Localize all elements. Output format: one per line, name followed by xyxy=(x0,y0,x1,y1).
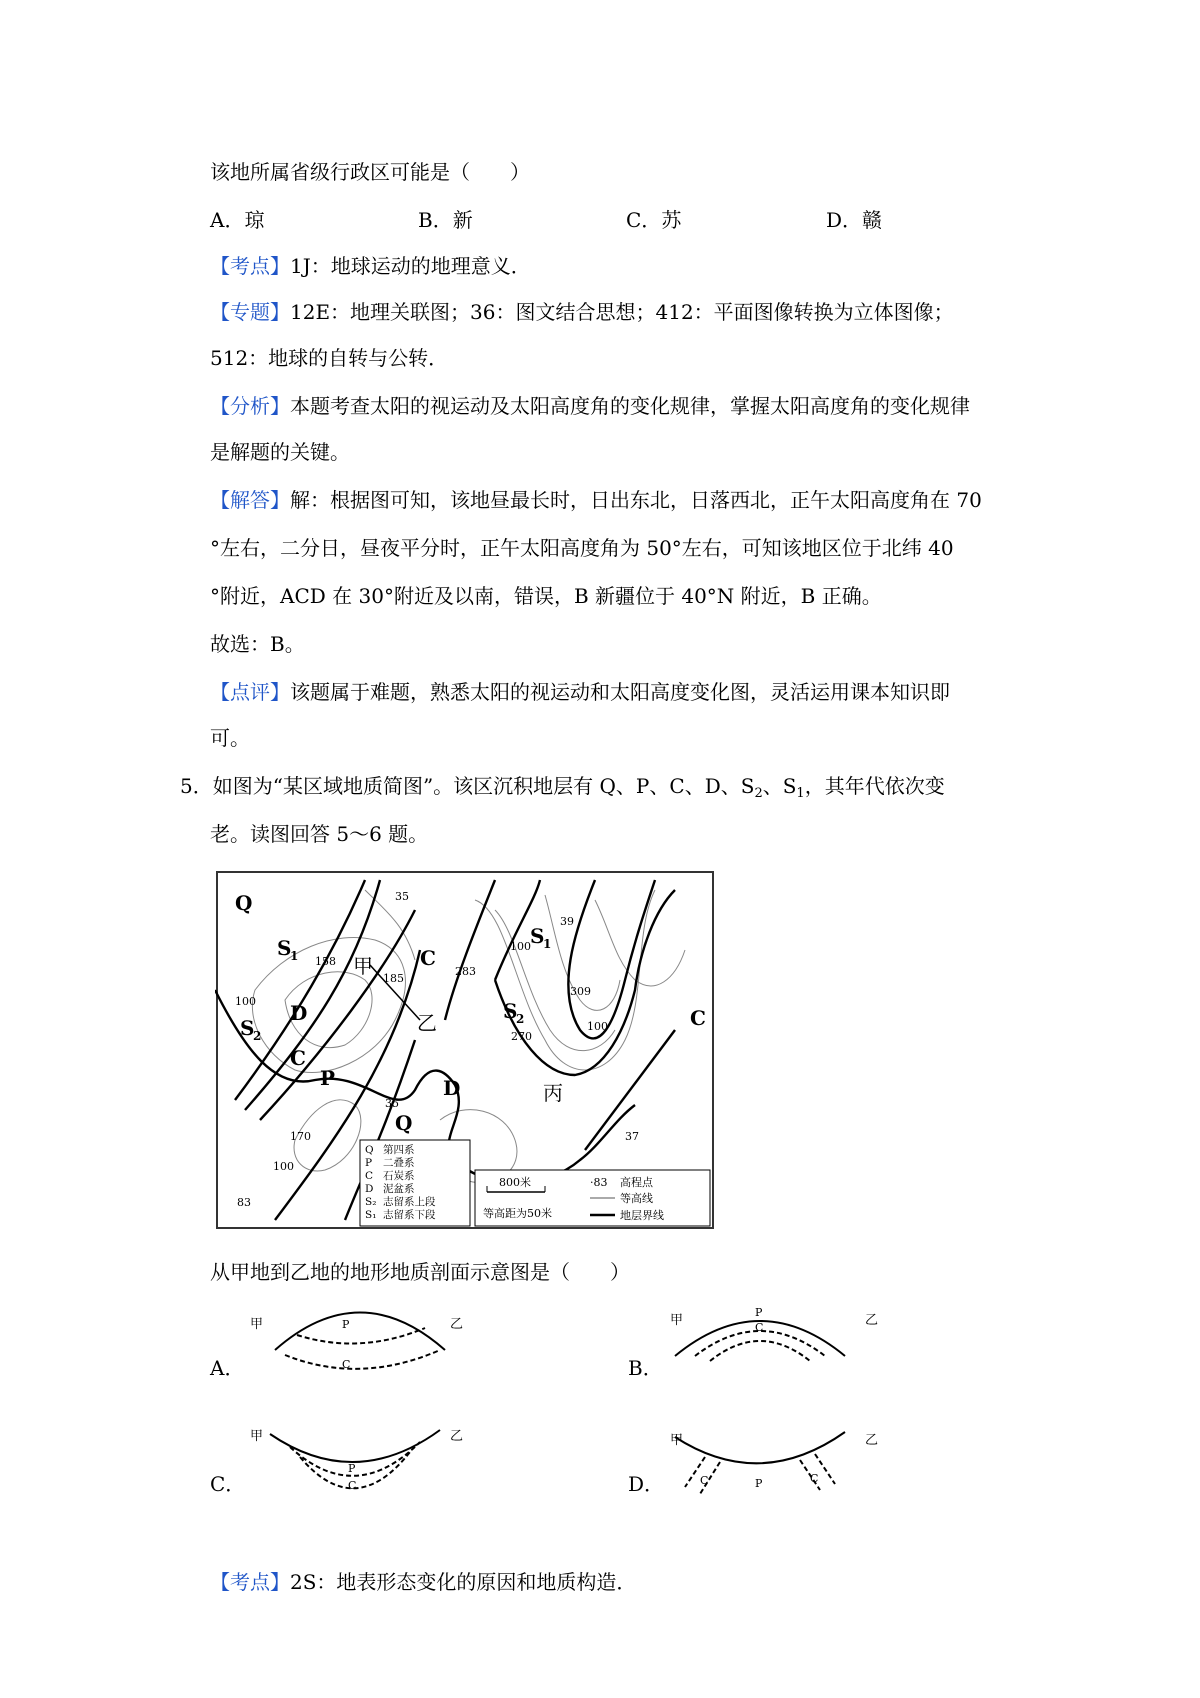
stem-part: ，其年代依次变 xyxy=(804,774,945,798)
map-label-c3: C xyxy=(690,1006,706,1030)
elevation: 39 xyxy=(560,915,574,928)
legend-item: 泥盆系 xyxy=(383,1183,415,1195)
profile-label: P xyxy=(342,1318,350,1331)
profile-label: 甲 xyxy=(250,1317,264,1332)
geological-map xyxy=(215,870,715,1230)
legend-item: 志留系上段 xyxy=(383,1196,436,1208)
map-label-s2: S xyxy=(240,1016,255,1040)
question-5-line-1 xyxy=(180,772,945,808)
map-label-s2b: S xyxy=(503,999,518,1023)
kaodian-line-q5 xyxy=(210,1568,636,1596)
elevation: 158 xyxy=(315,955,336,968)
dianping-text: 该题属于难题，熟悉太阳的视运动和太阳高度变化图，灵活运用课本知识即 xyxy=(290,680,950,704)
elevation: 283 xyxy=(455,965,476,978)
stem-part: 如图为“某区域地质简图”。该区沉积地层有 Q、P、C、D、S xyxy=(212,774,755,798)
profile-label: 乙 xyxy=(450,1317,464,1332)
zhuanti-text: 12E：地理关联图；36：图文结合思想；412：平面图像转换为立体图像； xyxy=(290,300,954,324)
elevation: 35 xyxy=(385,1097,399,1110)
choice-b-letter: B． xyxy=(628,1356,663,1380)
option-text: 赣 xyxy=(862,208,883,232)
map-label-yi: 乙 xyxy=(417,1011,437,1035)
option-text: 新 xyxy=(452,208,473,232)
legend-item: 志留系下段 xyxy=(383,1209,436,1221)
elevation: 35 xyxy=(395,890,409,903)
legend-item: Q xyxy=(365,1144,374,1156)
kaodian-tag: 【考点】 xyxy=(210,254,290,278)
choice-c-letter: C． xyxy=(210,1472,246,1496)
key-label: 等高线 xyxy=(620,1192,653,1205)
subscript: 1 xyxy=(796,786,805,801)
key-symbol: ·83 xyxy=(590,1176,608,1189)
legend-item: 第四系 xyxy=(383,1144,415,1156)
jieda-tag: 【解答】 xyxy=(210,488,290,512)
interval-label: 等高距为50米 xyxy=(483,1207,552,1220)
legend-item: D xyxy=(365,1183,374,1195)
profile-label: C xyxy=(810,1472,819,1485)
option-a xyxy=(210,206,264,234)
fenxi-text: 本题考查太阳的视运动及太阳高度角的变化规律，掌握太阳高度角的变化规律 xyxy=(290,394,970,418)
dianping-line-2: 可。 xyxy=(210,726,250,750)
key-label: 地层界线 xyxy=(620,1209,664,1222)
option-text: 苏 xyxy=(661,208,682,232)
question-stem: 该地所属省级行政区可能是（ ） xyxy=(210,160,530,184)
profile-label: C xyxy=(342,1358,351,1371)
elevation: 185 xyxy=(383,972,404,985)
profile-b xyxy=(665,1296,895,1386)
kaodian-text: 1J：地球运动的地理意义． xyxy=(290,254,531,278)
legend-item: 二叠系 xyxy=(383,1157,415,1169)
elevation: 83 xyxy=(237,1196,251,1209)
map-label-c2: C xyxy=(290,1046,306,1070)
map-label-s1b: S xyxy=(530,924,545,948)
jieda-text: 解：根据图可知，该地昼最长时，日出东北，日落西北，正午太阳高度角在 70 xyxy=(290,488,982,512)
zhuanti-tag: 【专题】 xyxy=(210,300,290,324)
answer-line: 故选：B。 xyxy=(210,632,305,656)
option-text: 琼 xyxy=(244,208,265,232)
map-label-p: P xyxy=(320,1066,336,1090)
map-label-s1-sub: 1 xyxy=(290,949,299,963)
dianping-tag: 【点评】 xyxy=(210,680,290,704)
question-number: 5． xyxy=(180,774,213,798)
sub-question: 从甲地到乙地的地形地质剖面示意图是（ ） xyxy=(210,1260,630,1284)
map-label-s1: S xyxy=(277,936,292,960)
map-label-d2: D xyxy=(443,1076,461,1100)
profile-label: P xyxy=(755,1477,763,1490)
map-label-q: Q xyxy=(235,891,253,915)
stem-part: 、S xyxy=(762,774,797,798)
kaodian-line xyxy=(210,252,531,280)
elevation: 100 xyxy=(510,940,531,953)
elevation: 100 xyxy=(235,995,256,1008)
zhuanti-line-1 xyxy=(210,298,954,326)
zhuanti-line-2: 512：地球的自转与公转． xyxy=(210,346,449,370)
profile-label: 乙 xyxy=(450,1429,464,1444)
profile-label: P xyxy=(348,1462,356,1475)
dianping-line-1 xyxy=(210,678,950,706)
profile-label: P xyxy=(755,1306,763,1319)
legend-item: C xyxy=(365,1170,374,1182)
choice-d-letter: D． xyxy=(628,1472,665,1496)
profile-label: 甲 xyxy=(250,1429,264,1444)
option-letter: B． xyxy=(418,208,453,232)
profile-label: 甲 xyxy=(670,1433,684,1448)
legend-item: P xyxy=(365,1157,373,1169)
profile-a xyxy=(245,1300,475,1390)
map-label-s2b-sub: 2 xyxy=(516,1012,525,1026)
elevation: 100 xyxy=(273,1160,294,1173)
profile-d xyxy=(665,1412,895,1502)
option-letter: A． xyxy=(210,208,245,232)
profile-label: 乙 xyxy=(865,1313,879,1328)
subscript: 2 xyxy=(754,786,763,801)
fenxi-line-1 xyxy=(210,392,970,420)
map-label-s2-sub: 2 xyxy=(253,1029,262,1043)
option-b xyxy=(418,206,473,234)
key-label: 高程点 xyxy=(620,1176,653,1189)
profile-label: C xyxy=(755,1321,764,1334)
elevation: 37 xyxy=(625,1130,639,1143)
choice-a-letter: A． xyxy=(210,1356,245,1380)
question-5-line-2: 老。读图回答 5～6 题。 xyxy=(210,822,429,846)
fenxi-line-2: 是解题的关键。 xyxy=(210,440,350,464)
elevation: 309 xyxy=(570,985,591,998)
jieda-line-3: °附近，ACD 在 30°附近及以南，错误，B 新疆位于 40°N 附近，B 正确。 xyxy=(210,584,882,608)
map-label-d: D xyxy=(290,1001,308,1025)
legend-item: S₁ xyxy=(365,1209,377,1221)
kaodian-tag: 【考点】 xyxy=(210,1570,290,1594)
legend-item: S₂ xyxy=(365,1196,377,1208)
legend-item: 石炭系 xyxy=(383,1170,415,1182)
elevation: 270 xyxy=(511,1030,532,1043)
fenxi-tag: 【分析】 xyxy=(210,394,290,418)
map-label-c: C xyxy=(420,946,436,970)
jieda-line-1 xyxy=(210,486,982,514)
profile-label: 乙 xyxy=(865,1433,879,1448)
profile-label: C xyxy=(348,1479,357,1492)
scale-label: 800米 xyxy=(499,1176,531,1189)
profile-c xyxy=(245,1412,475,1502)
elevation: 100 xyxy=(587,1020,608,1033)
jieda-line-2: °左右，二分日，昼夜平分时，正午太阳高度角为 50°左右，可知该地区位于北纬 40 xyxy=(210,536,954,560)
map-label-bing: 丙 xyxy=(543,1081,563,1105)
option-letter: C． xyxy=(626,208,662,232)
option-d xyxy=(826,206,882,234)
elevation: 170 xyxy=(290,1130,311,1143)
map-label-s1b-sub: 1 xyxy=(543,937,552,951)
kaodian-text: 2S：地表形态变化的原因和地质构造． xyxy=(290,1570,637,1594)
option-letter: D． xyxy=(826,208,863,232)
profile-label: C xyxy=(700,1474,709,1487)
map-label-jia: 甲 xyxy=(353,954,373,978)
map-label-q2: Q xyxy=(395,1111,413,1135)
option-c xyxy=(626,206,681,234)
profile-label: 甲 xyxy=(670,1313,684,1328)
